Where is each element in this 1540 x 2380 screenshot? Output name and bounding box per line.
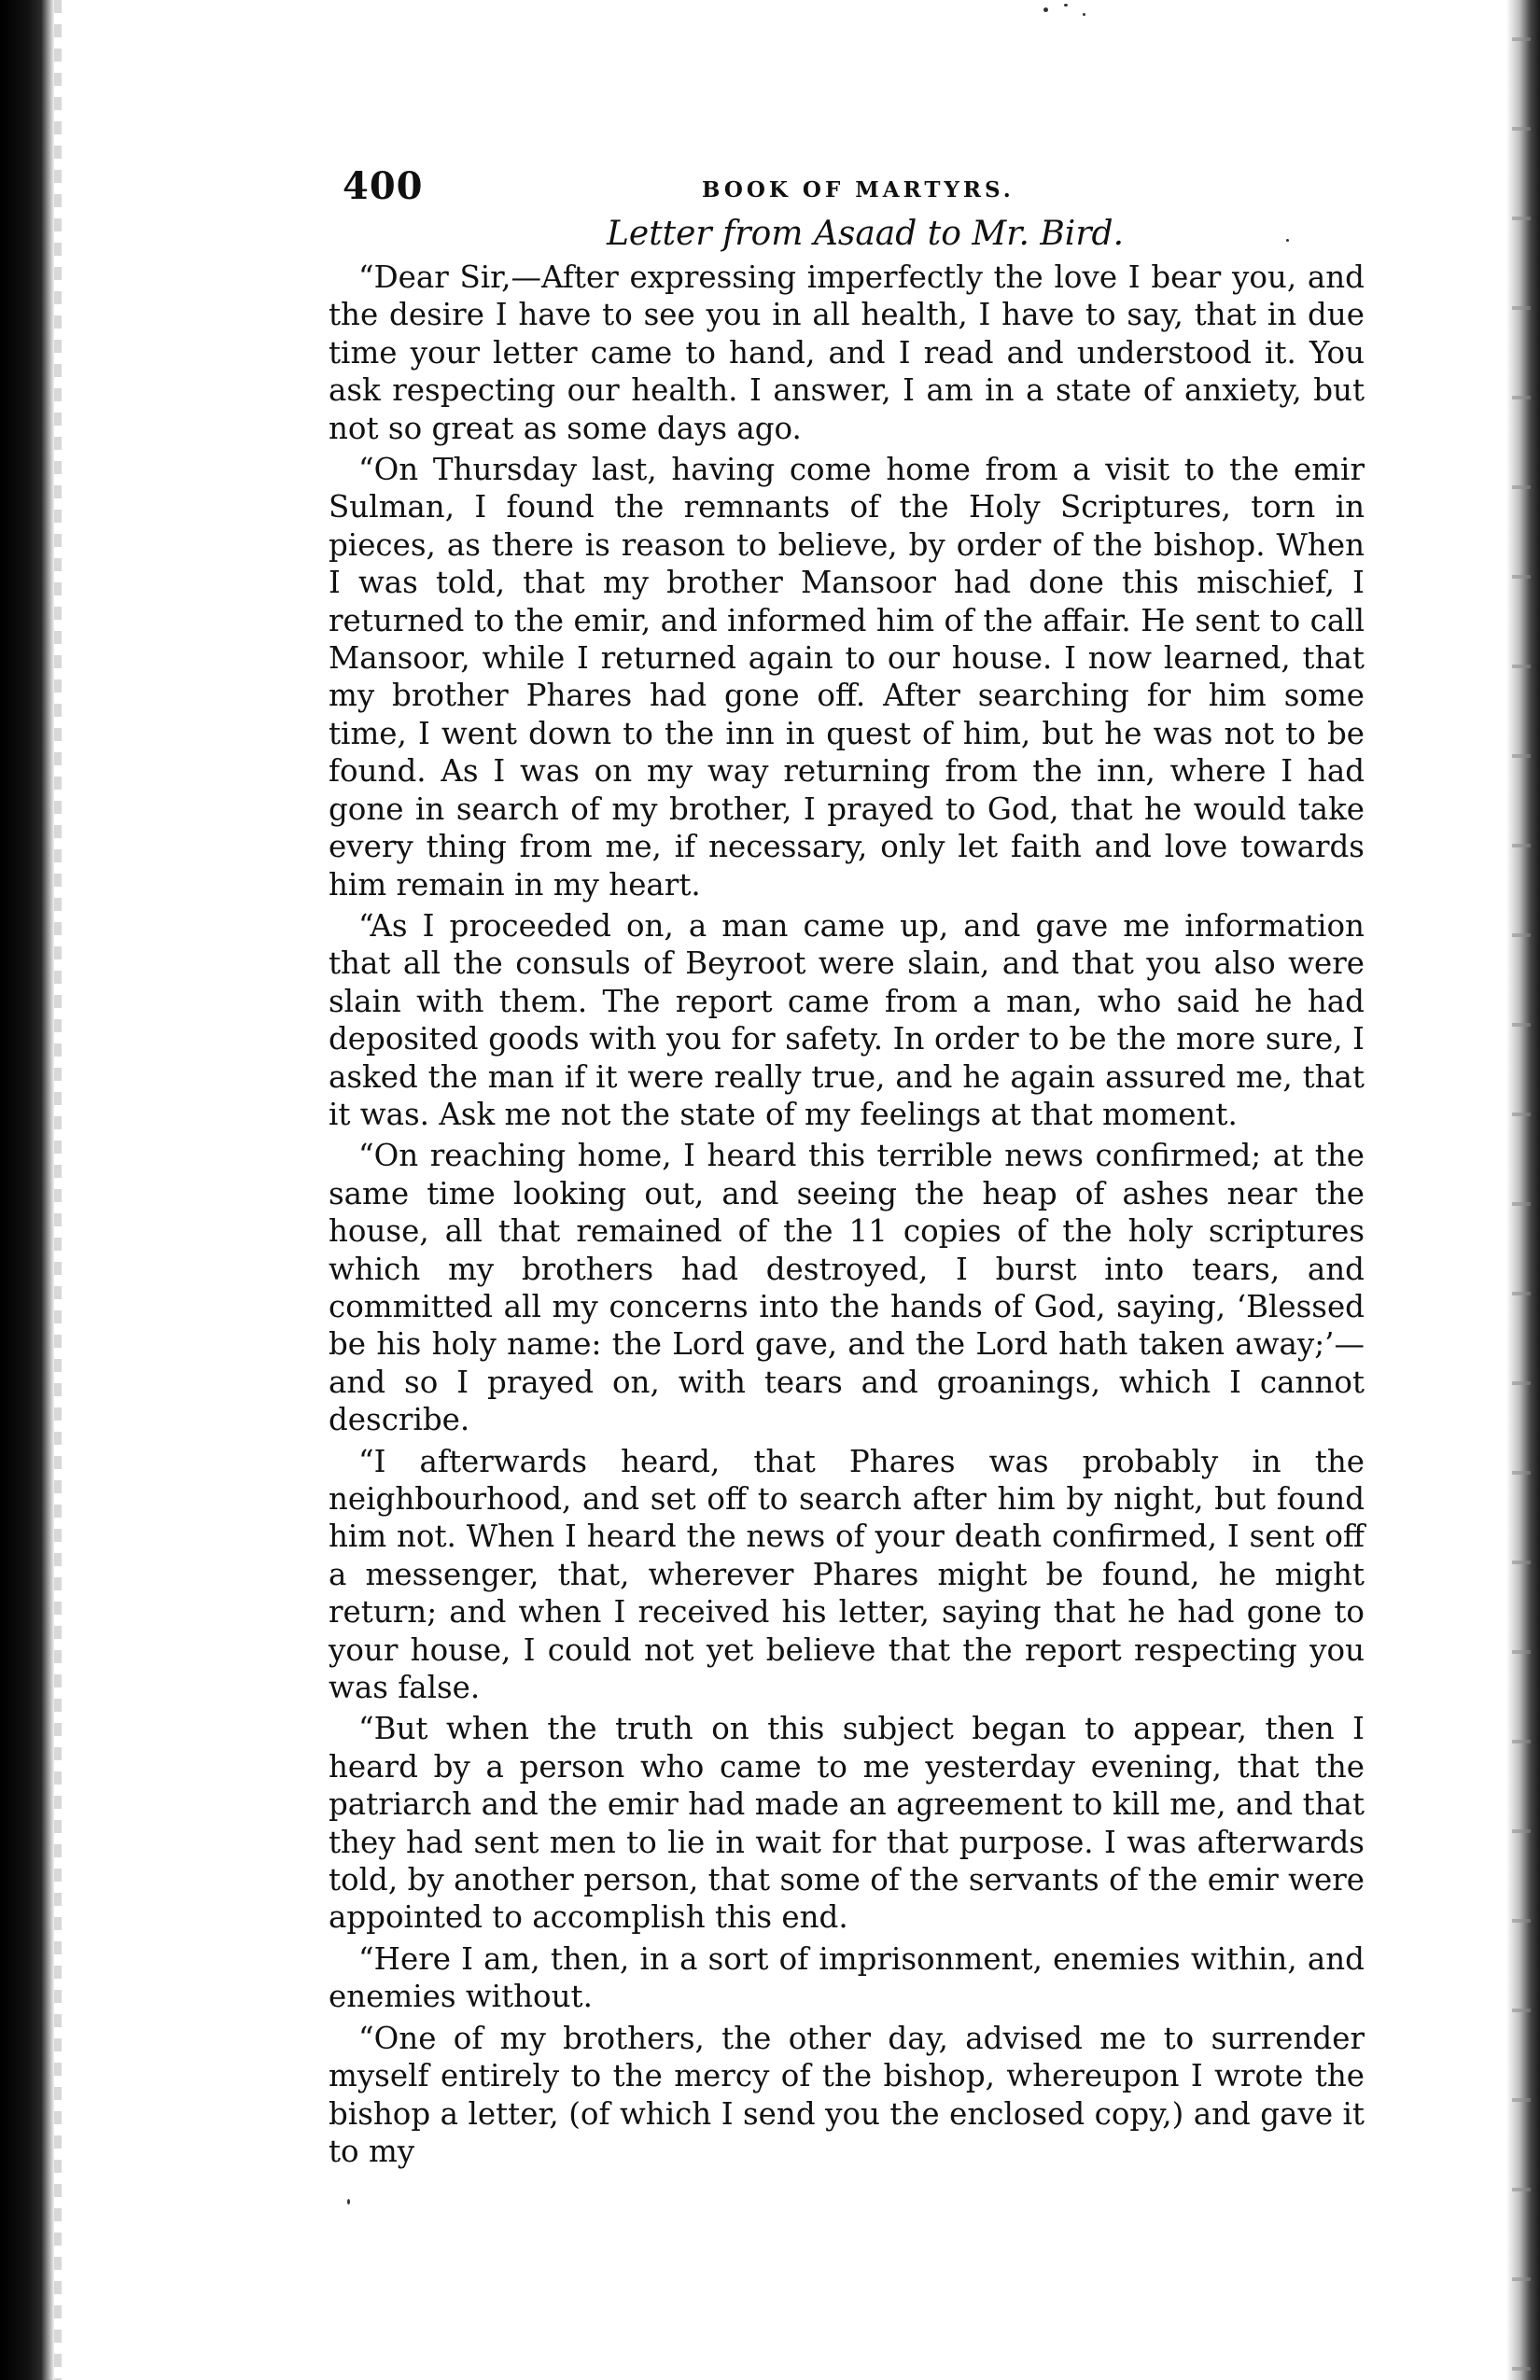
scan-speck xyxy=(1064,4,1068,7)
letter-title: Letter from Asaad to Mr. Bird. xyxy=(606,215,1125,253)
scan-edge-left-streak xyxy=(54,0,62,2380)
paragraph: “One of my brothers, the other day, advised me to surrender myself entirely to the mercy of the bishop, whereupon I wrote the bishop a letter, (of which I send you the enclosed copy,) and gave it to my xyxy=(329,2020,1365,2169)
scan-speck xyxy=(347,2199,350,2205)
paragraph: “Here I am, then, in a sort of imprisonment, enemies within, and enemies without. xyxy=(329,1940,1365,2015)
letter-body xyxy=(329,259,1365,2170)
book-title: BOOK OF MARTYRS. xyxy=(702,177,1015,203)
scan-edge-left xyxy=(0,0,54,2380)
scan-speck xyxy=(1083,13,1085,16)
running-head xyxy=(329,149,1365,215)
paragraph: “On Thursday last, having come home from a visit to the emir Sulman, I found the remnants of the Holy Scriptures, torn in pieces, as there is reason to believe, by order of the bishop. When I was told, that my brother Mansoor had done this mischief, I returned to the emir, and informed him of the affair. He sent to call Mansoor, while I returned again to our house. I now learned, that my brother Phares had gone off. After searching for him some time, I went down to the inn in quest of him, but he was not to be found. As I was on my way returning from the inn, where I had gone in search of my brother, I prayed to God, that he would take every thing from me, if necessary, only let faith and love towards him remain in my heart. xyxy=(329,452,1365,903)
page-number: 400 xyxy=(343,164,424,208)
scan-speck xyxy=(1043,7,1048,12)
paragraph: “Dear Sir,—After expressing imperfectly the love I bear you, and the desire I have to see you in all health, I have to say, that in due time your letter came to hand, and I read and understood it. You ask respecting our health. I answer, I am in a state of anxiety, but not so great as some days ago. xyxy=(329,259,1365,446)
paragraph: “I afterwards heard, that Phares was probably in the neighbourhood, and set off to search after him by night, but found him not. When I heard the news of your death confirmed, I sent off a messenger, that, wherever Phares might be found, he might return; and when I received his letter, saying that he had gone to your house, I could not yet believe that the report respecting you was false. xyxy=(329,1443,1365,1706)
scan-edge-right-marks xyxy=(1512,0,1531,2380)
paragraph: “As I proceeded on, a man came up, and gave me information that all the consuls of Beyroot were slain, and that you also were slain with them. The report came from a man, who said he had deposited goods with you for safety. In order to be the more sure, I asked the man if it were really true, and he again assured me, that it was. Ask me not the state of my feelings at that moment. xyxy=(329,907,1365,1132)
paragraph: “On reaching home, I heard this terrible news confirmed; at the same time looking out, and seeing the heap of ashes near the house, all that remained of the 11 copies of the holy scriptures which my brothers had destroyed, I burst into tears, and committed all my concerns into the hands of God, saying, ‘Blessed be his holy name: the Lord gave, and the Lord hath taken away;’—and so I prayed on, with tears and groanings, which I cannot describe. xyxy=(329,1138,1365,1438)
paragraph: “But when the truth on this subject began to appear, then I heard by a person who came to me yesterday evening, that the patriarch and the emir had made an agreement to kill me, and that they had sent men to lie in wait for that purpose. I was afterwards told, by another person, that some of the servants of the emir were appointed to accomplish this end. xyxy=(329,1711,1365,1936)
book-page xyxy=(329,149,1365,2174)
